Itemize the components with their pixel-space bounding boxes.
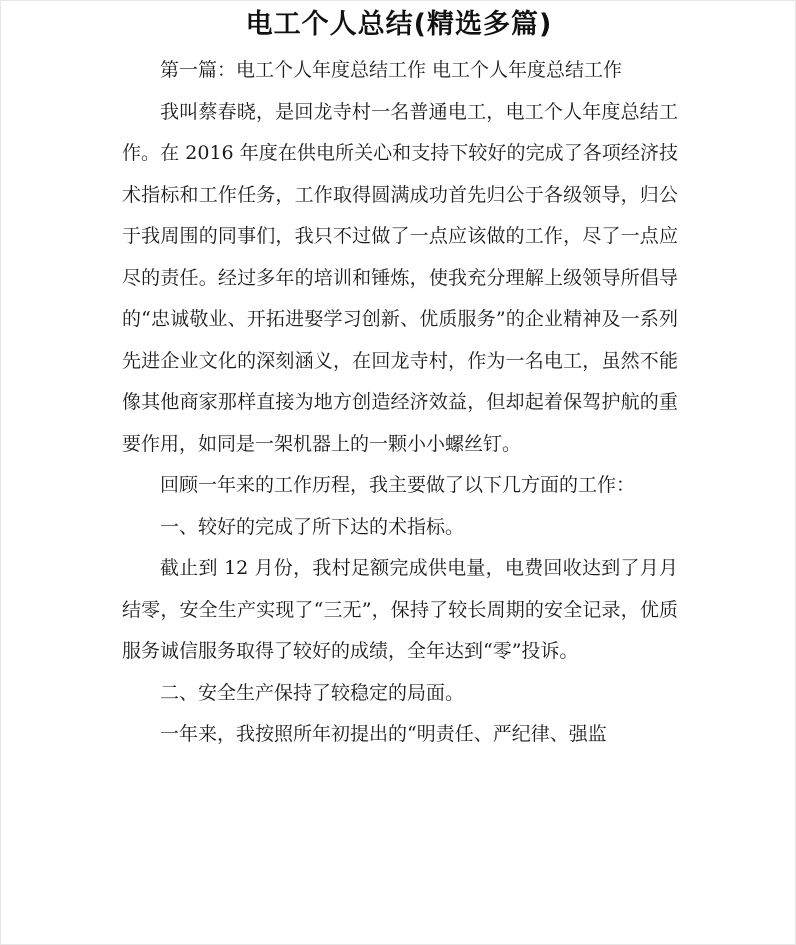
paragraph-heading-first-article: 第一篇：电工个人年度总结工作 电工个人年度总结工作 [160,59,623,81]
paragraph-section-two-heading: 二、安全生产保持了较稳定的局面。 [160,681,465,704]
paragraph-section-two-body: 一年来，我按照所年初提出的“明责任、严纪律、强监 [160,723,607,745]
paragraph-introduction: 我叫蔡春晓，是回龙寺村一名普通电工，电工个人年度总结工作。在 2016 年度在供电所关心和支持下较好的完成了各项经济技术指标和工作任务，工作取得圆满成功首先归公于各级领导，归公于我周围的同事们，我只不过做了一点应该做的工作，尽了一点应尽的责任。经过多年的培训和锤炼，使我充分理解上级领导所倡导的“忠诚敬业、开拓进娶学习创新、优质服务”的企业精神及一系列先进企业文化的深刻涵义，在回龙寺村，作为一名电工，虽然不能像其他商家那样直接为地方创造经济效益，但却起着保驾护航的重要作用，如同是一架机器上的一颗小小螺丝钉。 [122,100,678,455]
paragraph-section-one-heading: 一、较好的完成了所下达的术指标。 [160,515,465,538]
paragraph-review: 回顾一年来的工作历程，我主要做了以下几方面的工作： [160,474,636,496]
document-title: 电工个人总结(精选多篇) [245,9,553,40]
paragraph-section-one-body: 截止到 12 月份，我村足额完成供电量，电费回收达到了月月结零，安全生产实现了“三无”，保持了较长周期的安全记录，优质服务诚信服务取得了较好的成绩，全年达到“零”投诉。 [122,557,678,662]
document-body [122,50,678,756]
